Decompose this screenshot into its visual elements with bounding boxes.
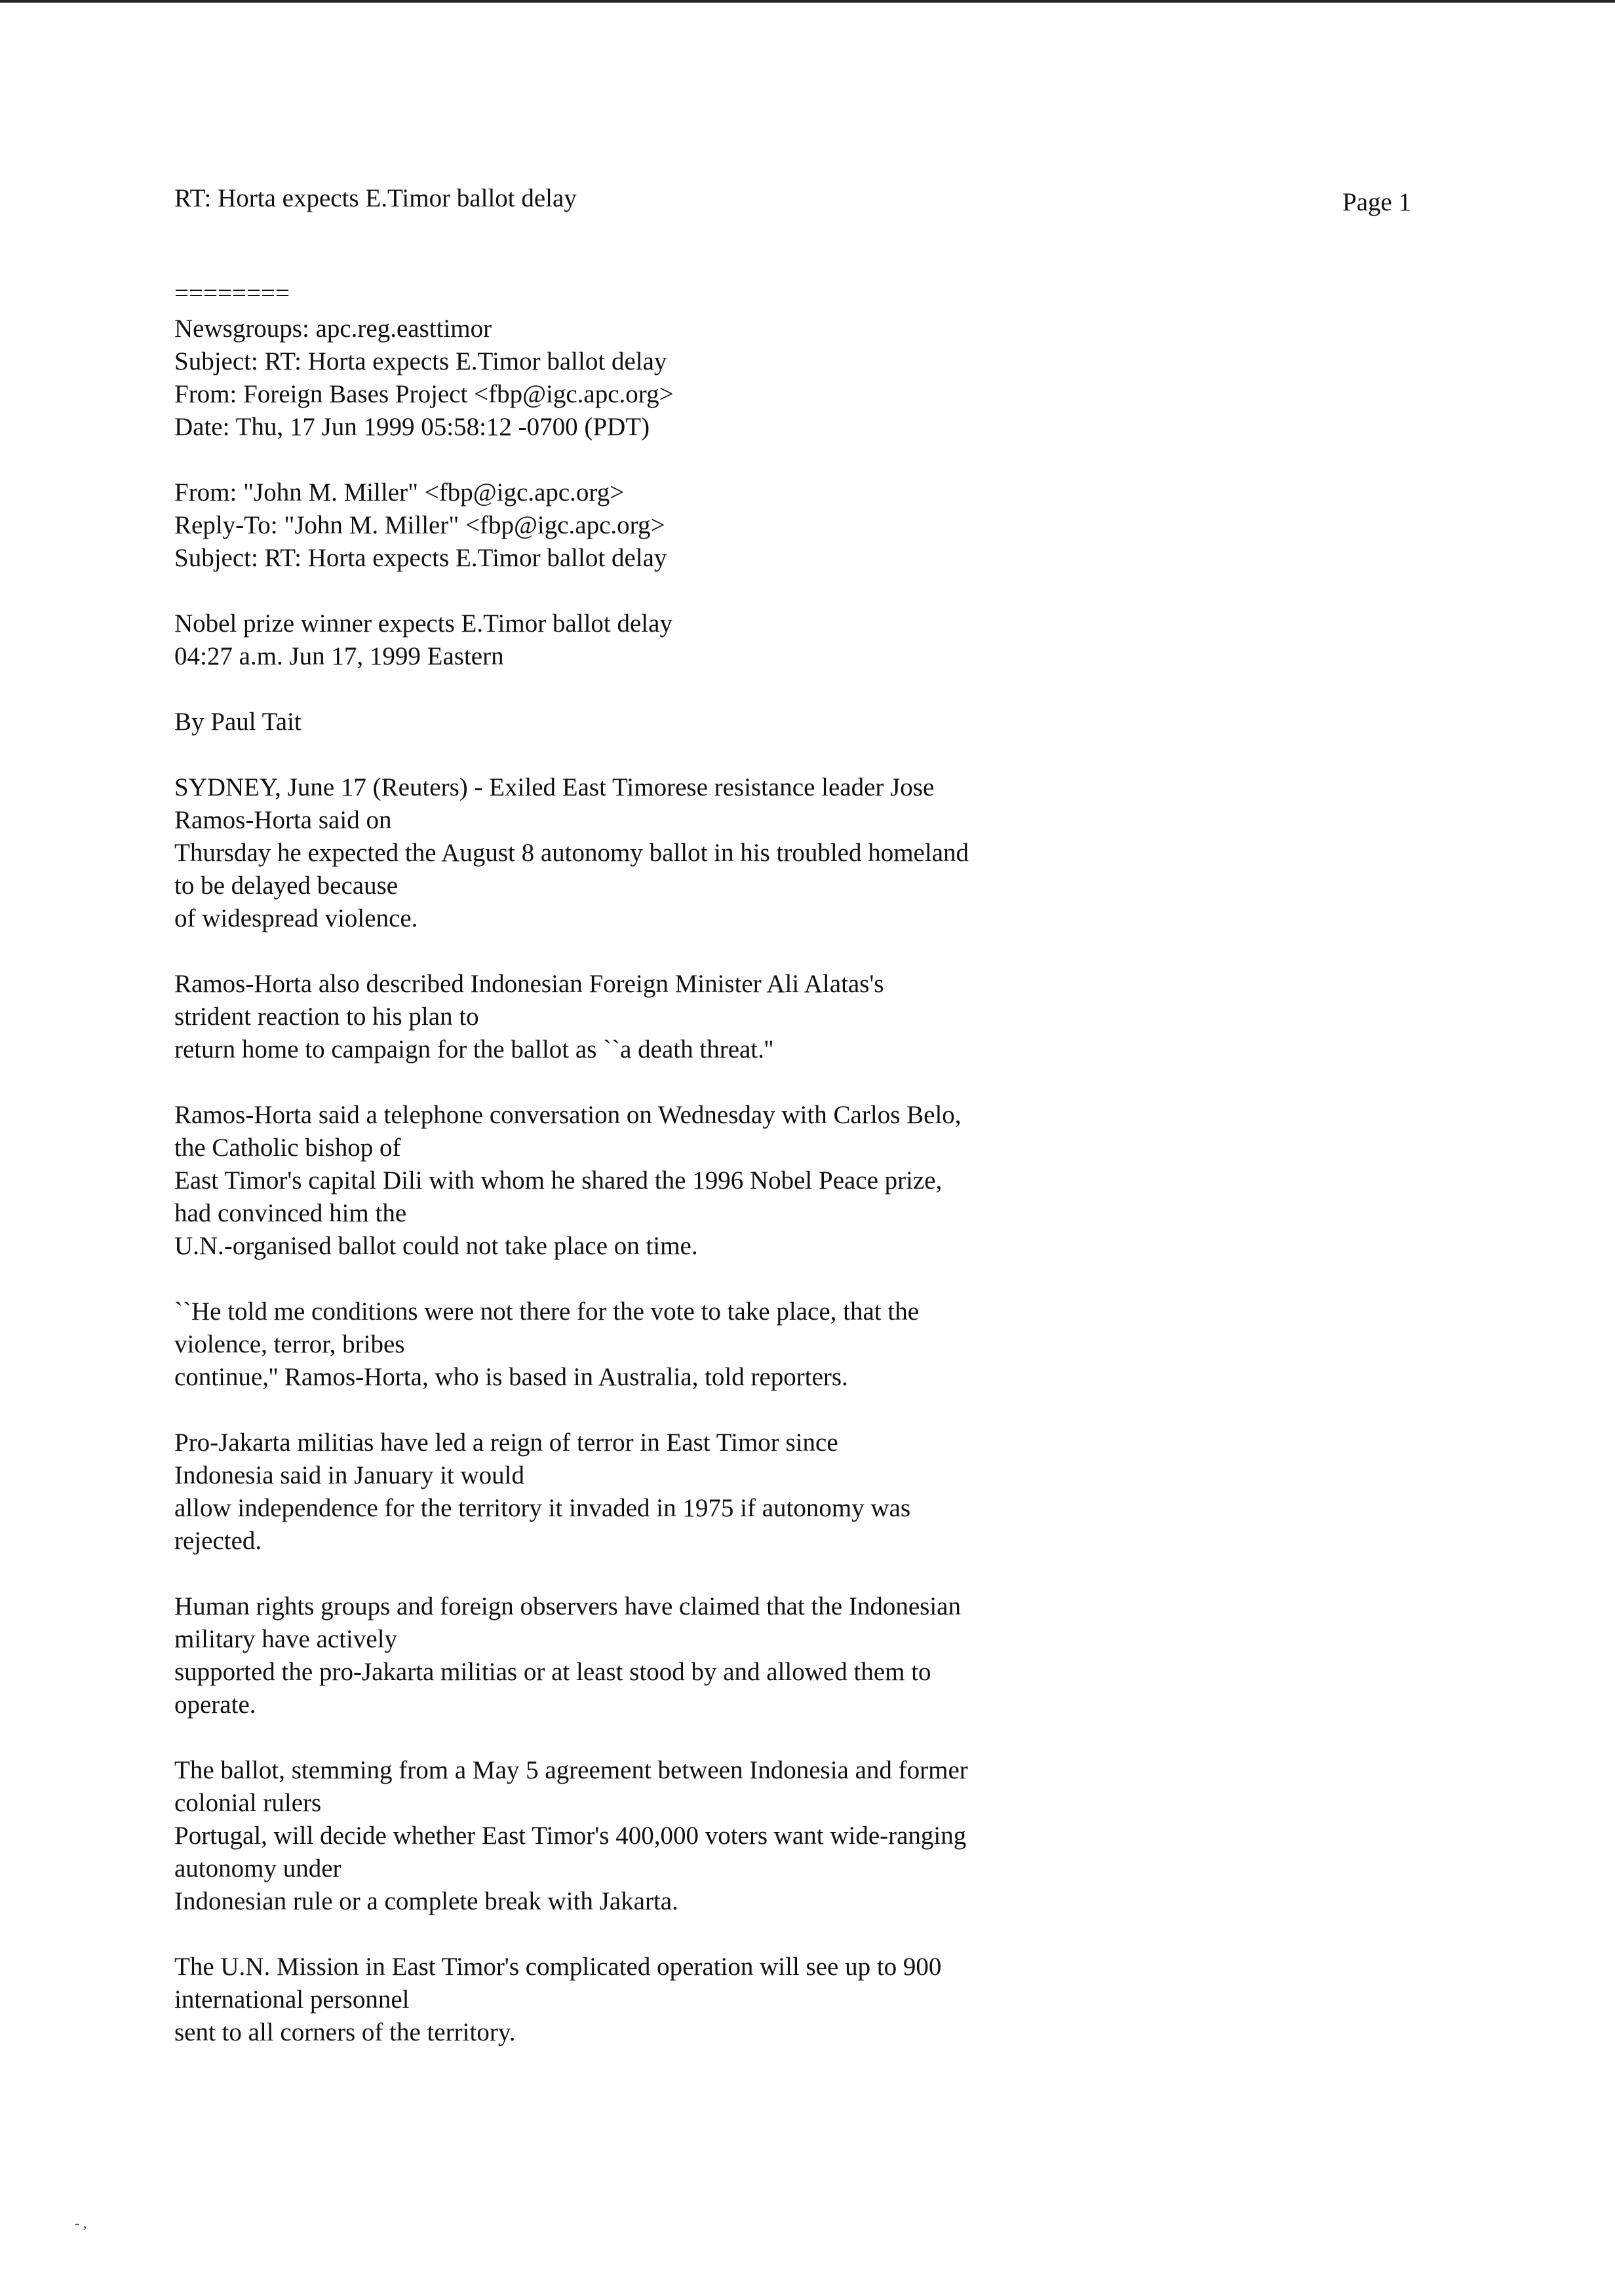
scan-mark: - , [75,2215,87,2231]
blank-line [174,935,1092,968]
page-number: Page 1 [1342,188,1412,216]
text-line: Ramos-Horta also described Indonesian Foreign Minister Ali Alatas's [174,970,884,998]
blank-line [174,1558,1092,1590]
text-line: Indonesian rule or a complete break with Jakarta. [174,1887,678,1915]
text-line: supported the pro-Jakarta militias or at least stood by and allowed them to [174,1658,931,1686]
text-line: Reply-To: "John M. Miller" <fbp@igc.apc.org> [174,511,665,539]
blank-line [174,738,1092,771]
text-line: Indonesia said in January it would [174,1461,524,1489]
page-top-rule [0,0,1615,3]
text-line: Thursday he expected the August 8 autonomy ballot in his troubled homeland [174,839,969,867]
text-line: allow independence for the territory it invaded in 1975 if autonomy was [174,1494,911,1522]
blank-line [174,1066,1092,1099]
text-line: 04:27 a.m. Jun 17, 1999 Eastern [174,642,504,670]
text-line: military have actively [174,1625,398,1653]
text-line: had convinced him the [174,1199,407,1227]
text-line: The U.N. Mission in East Timor's complicated operation will see up to 900 [174,1953,942,1981]
text-line: From: "John M. Miller" <fbp@igc.apc.org> [174,478,625,507]
text-line: to be delayed because [174,871,399,900]
text-line: colonial rulers [174,1789,322,1817]
text-line: East Timor's capital Dili with whom he shared the 1996 Nobel Peace prize, [174,1166,943,1195]
text-line: of widespread violence. [174,904,418,932]
text-line: Nobel prize winner expects E.Timor ballot delay [174,609,672,638]
text-line: autonomy under [174,1854,341,1883]
text-line: Subject: RT: Horta expects E.Timor ballot delay [174,347,667,375]
text-line: From: Foreign Bases Project <fbp@igc.apc.org> [174,380,674,408]
page-header-title: RT: Horta expects E.Timor ballot delay [174,184,577,212]
text-line: operate. [174,1691,256,1719]
blank-line [174,575,1092,607]
text-line: Ramos-Horta said on [174,806,392,834]
text-line: continue,'' Ramos-Horta, who is based in Australia, told reporters. [174,1363,848,1391]
text-line: Portugal, will decide whether East Timor's 400,000 voters want wide-ranging [174,1822,967,1850]
text-line: Newsgroups: apc.reg.easttimor [174,315,492,343]
text-line: strident reaction to his plan to [174,1003,479,1031]
message-body [174,313,1092,2049]
blank-line [174,444,1092,476]
text-line: international personnel [174,1985,410,2014]
text-line: sent to all corners of the territory. [174,2018,516,2046]
text-line: violence, terror, bribes [174,1330,405,1358]
text-line: Subject: RT: Horta expects E.Timor ballot delay [174,544,667,572]
message-separator: ======== [174,279,290,307]
blank-line [174,673,1092,706]
text-line: Pro-Jakarta militias have led a reign of terror in East Timor since [174,1428,838,1457]
blank-line [174,1263,1092,1295]
text-line: U.N.-organised ballot could not take place on time. [174,1232,698,1260]
text-line: By Paul Tait [174,708,302,736]
text-line: ``He told me conditions were not there for the vote to take place, that the [174,1297,920,1326]
text-line: the Catholic bishop of [174,1134,401,1162]
blank-line [174,1721,1092,1754]
text-line: rejected. [174,1527,262,1555]
text-line: SYDNEY, June 17 (Reuters) - Exiled East Timorese resistance leader Jose [174,773,935,801]
text-line: The ballot, stemming from a May 5 agreement between Indonesia and former [174,1756,968,1784]
blank-line [174,1394,1092,1426]
text-line: Date: Thu, 17 Jun 1999 05:58:12 -0700 (PDT) [174,413,650,441]
text-line: return home to campaign for the ballot as ``a death threat.'' [174,1035,773,1063]
text-line: Ramos-Horta said a telephone conversation on Wednesday with Carlos Belo, [174,1101,962,1129]
text-line: Human rights groups and foreign observers have claimed that the Indonesian [174,1592,961,1620]
blank-line [174,1918,1092,1951]
